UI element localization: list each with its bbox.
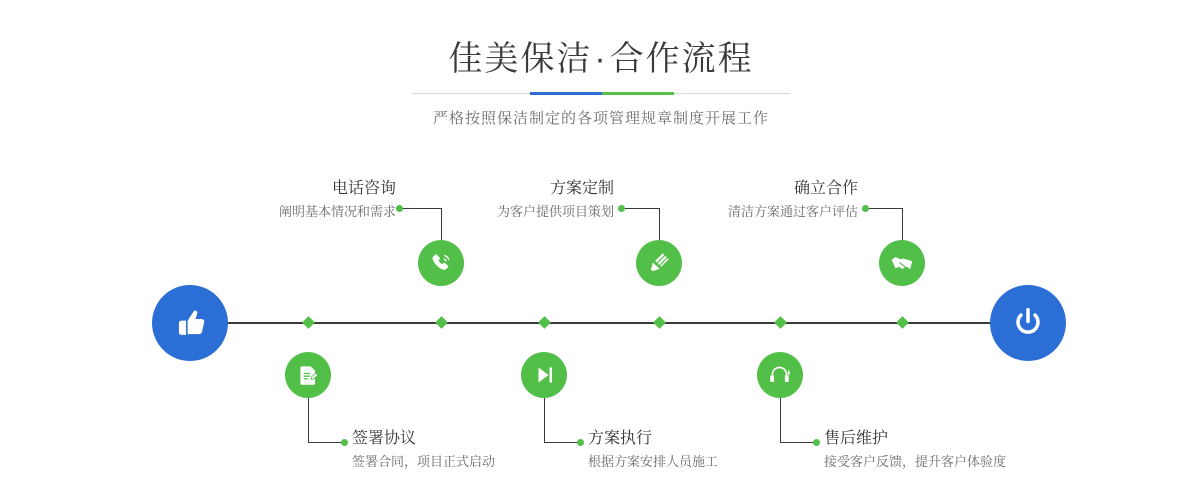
axis-marker-5 [896, 316, 909, 329]
step-title-2: 签署协议 [352, 430, 417, 447]
title-divider-green [602, 92, 674, 95]
handshake-icon [889, 250, 915, 276]
connector-3-horizontal [622, 208, 659, 209]
step-desc-6: 接受客户反馈，提升客户体验度 [824, 454, 1007, 469]
step-desc-5: 清洁方案通过客户评估 [727, 204, 858, 219]
step-title-6: 售后维护 [824, 430, 889, 447]
phone-ring-icon [428, 250, 454, 276]
thumbs-up-icon [171, 304, 209, 342]
step-node-6[interactable] [757, 352, 803, 398]
timeline-end [990, 285, 1066, 361]
connector-3-vertical [659, 208, 660, 240]
connector-5-vertical [902, 208, 903, 240]
page-subtitle: 严格按照保洁制定的各项管理规章制度开展工作 [432, 110, 769, 127]
step-desc-2: 签署合同，项目正式启动 [352, 454, 496, 469]
page-title-sub: 合作流程 [609, 40, 754, 78]
axis-marker-2 [302, 316, 315, 329]
pen-ruler-icon [646, 250, 672, 276]
step-node-3[interactable] [636, 240, 682, 286]
connector-1-dot [396, 205, 403, 212]
axis-marker-6 [774, 316, 787, 329]
step-desc-1: 阐明基本情况和需求 [278, 204, 396, 219]
axis-marker-1 [435, 316, 448, 329]
step-desc-4: 根据方案安排人员施工 [588, 454, 719, 469]
timeline-axis [160, 322, 1050, 324]
connector-1-vertical [441, 208, 442, 240]
connector-3-dot [618, 205, 625, 212]
axis-marker-4 [538, 316, 551, 329]
step-title-3: 方案定制 [549, 180, 614, 197]
connector-4-vertical [544, 398, 545, 442]
page-title [0, 38, 1202, 80]
title-divider [412, 92, 790, 95]
step-label-4 [588, 428, 718, 472]
connector-1-horizontal [400, 208, 441, 209]
power-icon [1008, 303, 1048, 343]
step-title-4: 方案执行 [588, 430, 653, 447]
connector-6-horizontal [780, 442, 816, 443]
page-title-separator: · [594, 40, 608, 78]
step-label-2 [352, 428, 495, 472]
step-desc-3: 为客户提供项目策划 [496, 204, 614, 219]
step-label-5 [700, 178, 858, 222]
step-label-1 [253, 178, 396, 222]
connector-5-horizontal [866, 208, 902, 209]
connector-2-dot [341, 439, 348, 446]
timeline-start [152, 285, 228, 361]
step-node-2[interactable] [285, 352, 331, 398]
connector-5-dot [862, 205, 869, 212]
page-header [0, 0, 1202, 128]
step-label-6 [824, 428, 1006, 472]
connector-4-horizontal [544, 442, 580, 443]
connector-6-vertical [780, 398, 781, 442]
step-node-1[interactable] [418, 240, 464, 286]
connector-2-horizontal [308, 442, 344, 443]
play-next-icon [532, 363, 556, 387]
title-divider-blue [530, 92, 602, 95]
axis-marker-3 [653, 316, 666, 329]
page-title-main: 佳美保洁 [448, 40, 593, 78]
step-node-5[interactable] [879, 240, 925, 286]
step-title-5: 确立合作 [793, 180, 858, 197]
step-title-1: 电话咨询 [331, 180, 396, 197]
connector-2-vertical [308, 398, 309, 442]
step-label-3 [458, 178, 614, 222]
connector-4-dot [577, 439, 584, 446]
timeline [0, 160, 1202, 502]
document-edit-icon [295, 362, 321, 388]
step-node-4[interactable] [521, 352, 567, 398]
headset-support-icon [767, 362, 793, 388]
connector-6-dot [813, 439, 820, 446]
